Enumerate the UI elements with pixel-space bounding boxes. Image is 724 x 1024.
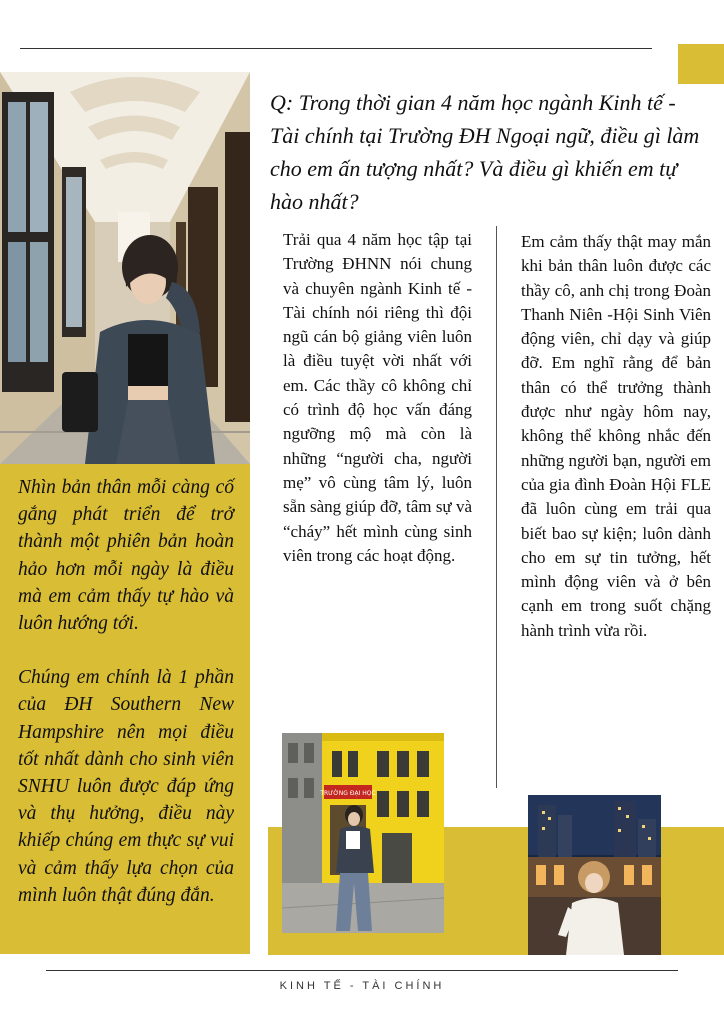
- answer-column-right: Em cảm thấy thật may mắn khi bản thân luôn được các thầy cô, anh chị trong Đoàn Thanh Niên -Hội Sinh Viên động viên, chỉ dạy và giúp đỡ. Em nghĩ rằng để bản thân có thể trưởng thành được như ngày hôm nay, không thể không nhắc đến những người bạn, người em của gia đình Đoàn Hội FLE đã luôn cùng em trải qua biết bao sự kiện; luôn dành cho em sự tin tưởng, hết mình động viên và ở bên cạnh em trong suốt chặng hành trình vừa rồi.: [521, 232, 711, 640]
- sidebar-quote: [18, 474, 234, 936]
- portrait-photo-corridor: [0, 72, 250, 464]
- night-photo-white-outfit: [528, 795, 661, 955]
- top-rule: [20, 48, 652, 49]
- interview-question: Q: Trong thời gian 4 năm học ngành Kinh tế - Tài chính tại Trường ĐH Ngoại ngữ, điều gì làm cho em ấn tượng nhất? Và điều gì khiến em tự hào nhất?: [270, 90, 700, 214]
- building-sign-text: TRƯỜNG ĐẠI HỌC: [320, 790, 376, 797]
- street-photo-yellow-building: [282, 733, 444, 933]
- bottom-rule: [46, 970, 678, 971]
- column-divider: [496, 226, 497, 788]
- page-footer: KINH TẾ - TÀI CHÍNH: [279, 980, 445, 992]
- answer-column-left: Trải qua 4 năm học tập tại Trường ĐHNN nói chung và chuyên ngành Kinh tế - Tài chính nói riêng thì đội ngũ cán bộ giảng viên luôn là điều tuyệt vời nhất với em. Các thầy cô không chỉ có trình độ học vấn đáng ngưỡng mộ mà còn là những “người cha, người mẹ” vô cùng tâm lý, luôn sẵn sàng giúp đỡ, tâm sự và “cháy” hết mình cùng sinh viên trong các hoạt động.: [283, 230, 472, 565]
- sidebar-paragraph-1: Nhìn bản thân mỗi càng cố gắng phát triển để trở thành một phiên bản hoàn hảo hơn mỗi ngày là điều mà em cảm thấy tự hào và luôn hướng tới.: [18, 477, 234, 635]
- gold-corner-tab: [678, 44, 724, 84]
- sidebar-paragraph-2: Chúng em chính là 1 phần của ĐH Southern New Hampshire nên mọi điều tốt nhất dành cho sinh viên SNHU luôn được đáp ứng và thụ hưởng, điều này khiếp chúng em thực sự vui và cảm thấy lựa chọn của mình luôn thật đúng đắn.: [18, 667, 234, 906]
